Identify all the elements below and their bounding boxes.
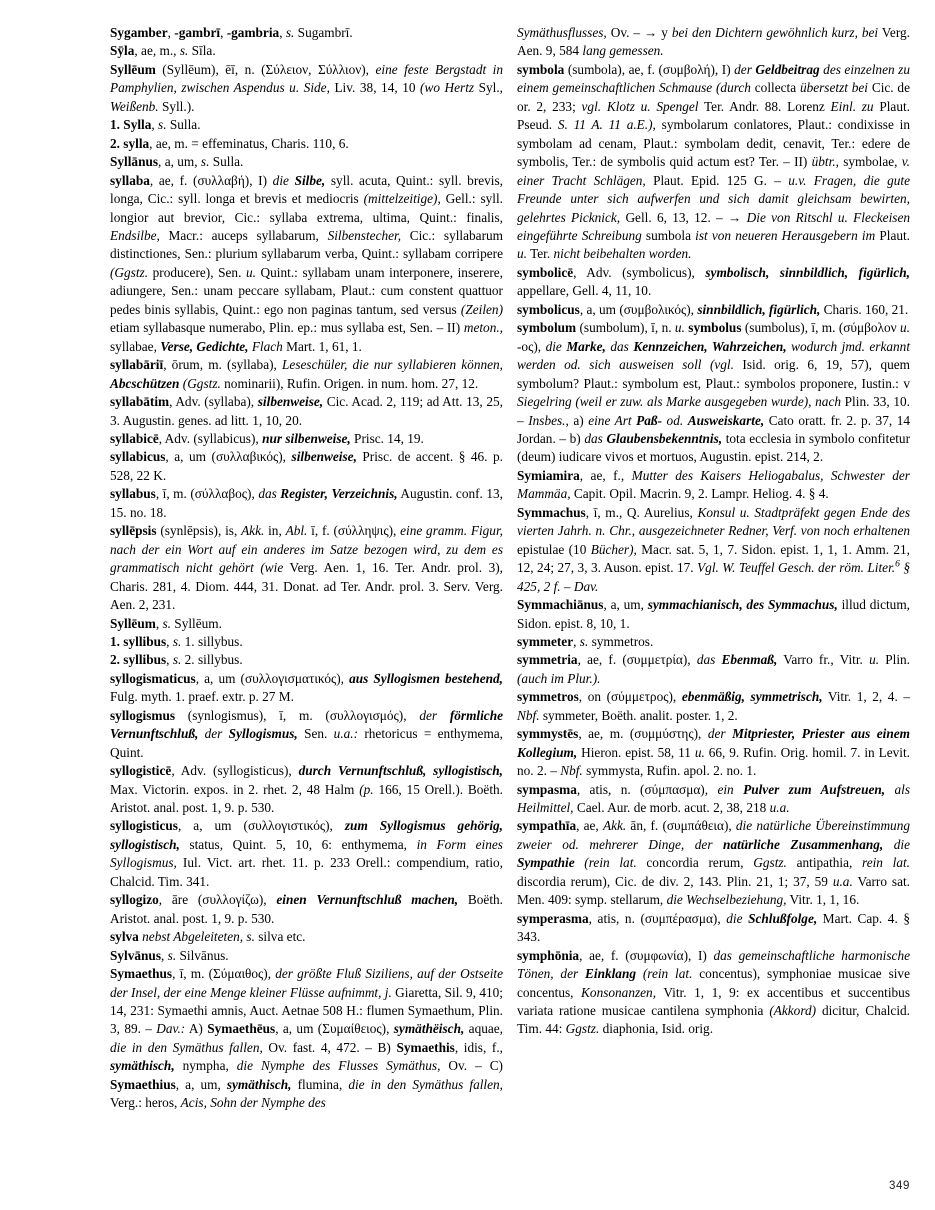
dictionary-entry: 1. syllibus, s. 1. sillybus.: [110, 633, 243, 649]
dictionary-entry: syllogismaticus, a, um (συλλογισματικός), aus Syllogismen bestehend, Fulg. myth. 1. praef. extr. p. 27 M.: [110, 670, 503, 705]
dictionary-entry: symmystēs, ae, m. (συμμύστης), der Mitpriester, Priester aus einem Kollegium, Hieron. epist. 58, 11 u. 66, 9. Rufin. Orig. homil. 7. in Levit. no. 2. – Nbf. symmysta, Rufin. apol. 2. no. 1.: [517, 726, 910, 779]
dictionary-entry: syllogizo, āre (συλλογίζω), einen Vernunftschluß machen, Boëth. Aristot. anal. post. 1, 9. p. 530.: [110, 892, 503, 926]
left-text-column: [110, 24, 503, 1113]
page-number: 349: [889, 1180, 910, 1192]
dictionary-entry: sylva nebst Abgeleiteten, s. silva etc.: [110, 929, 306, 945]
dictionary-entry: Sylvānus, s. Silvānus.: [110, 947, 229, 963]
dictionary-entry: Symmachus, ī, m., Q. Aurelius, Konsul u. Stadtpräfekt gegen Ende des vierten Jahrh. n. Chr., ausgezeichneter Redner, Verf. von noch erhaltenen epistulae (10 Bücher), Macr. sat. 5, 1, 7. Sidon. epist. 1, 1, 1. Amm. 21, 12, 24; 27, 3, 3. Auson. epist. 17. Vgl. W. Teuffel Gesch. der röm. Liter.$^6$ § 425, 2 f. – Dav.: [517, 504, 910, 594]
dictionary-entry: Symmachiānus, a, um, symmachianisch, des Symmachus, illud dictum, Sidon. epist. 8, 10, 1.: [517, 597, 910, 631]
dictionary-entry: symmeter, s. symmetros.: [517, 633, 654, 649]
right-text-column: [517, 24, 910, 1039]
dictionary-entry: symbolicus, a, um (συμβολικός), sinnbildlich, figürlich, Charis. 160, 21.: [517, 301, 909, 317]
dictionary-entry: 2. syllibus, s. 2. sillybus.: [110, 652, 243, 668]
dictionary-entry: Symäthusflusses, Ov. – → y bei den Dichtern gewöhnlich kurz, bei Verg. Aen. 9, 584 lang gemessen.: [517, 25, 910, 59]
dictionary-entry: Syllēum, s. Syllēum.: [110, 615, 222, 631]
dictionary-entry: 2. sylla, ae, m. = effeminatus, Charis. 110, 6.: [110, 135, 349, 151]
dictionary-entry: symphōnia, ae, f. (συμφωνία), I) das gemeinschaftliche harmonische Tönen, der Einklang (rein lat. concentus), symphoniae musicae sive concentus, Konsonanzen, Vitr. 1, 1, 9: ex accentibus et succentibus variata ratione musicae cantilena symphonia (Akkord) dicitur, Chalcid. Tim. 44: Ggstz. diaphonia, Isid. orig.: [517, 947, 910, 1037]
dictionary-entry: syllaba, ae, f. (συλλαβή), I) die Silbe, syll. acuta, Quint.: syll. brevis, longa, Cic.: syll. longa et brevis et mediocris (mittelzeitige), Gell.: syll. longior aut brevior, Cic.: syllaba extrema, ultima, Quint.: finalis, Endsilbe, Macr.: auceps syllabarum, Silbenstecher, Cic.: syllabarum distinctiones, Sen.: plurium syllabarum verba, Quint.: syllabam corripere (Ggstz. producere), Sen. u. Quint.: syllabam unam interponere, inserere, adiungere, Sen.: unam peccare syllabam, Plaut.: cum constent quattuor pedes binis syllabis, Quint.: ego non paginas tantum, sed versus (Zeilen) etiam syllabasque numerabo, Plin. ep.: mus syllaba est, Sen. – II) meton., syllabae, Verse, Gedichte, Flach Mart. 1, 61, 1.: [110, 172, 504, 354]
dictionary-entry: sympathīa, ae, Akk. ān, f. (συμπάθεια), die natürliche Übereinstimmung zweier od. mehrerer Dinge, der natürliche Zusammenhang, die Sympathie (rein lat. concordia rerum, Ggstz. antipathia, rein lat. discordia rerum), Cic. de div. 2, 143. Plin. 21, 1; 37, 59 u.a. Varro sat. Men. 409: symp. stellarum, die Wechselbeziehung, Vitr. 1, 1, 16.: [517, 818, 910, 908]
dictionary-entry: syllabāriī, ōrum, m. (syllaba), Leseschüler, die nur syllabieren können, Abcschützen (Ggstz. nominarii), Rufin. Origen. in num. hom. 27, 12.: [110, 357, 503, 391]
dictionary-entry: syllogismus (synlogismus), ī, m. (συλλογισμός), der förmliche Vernunftschluß, der Syllogismus, Sen. u.a.: rhetoricus = enthymema, Quint.: [110, 707, 504, 760]
dictionary-entry: Sȳla, ae, m., s. Sīla.: [110, 43, 216, 59]
dictionary-entry: Symaethus, ī, m. (Σύμαιθος), der größte Fluß Siziliens, auf der Ostseite der Insel, der eine Menge kleiner Flüsse aufnimmt, j. Giaretta, Sil. 9, 410; 14, 231: Symaethi amnis, Auct. Aetnae 508 H.: flumen Symaethum, Plin. 3, 89. – Dav.: A) Symaethēus, a, um (Συμαίθειος), symäthëisch, aquae, die in den Symäthus fallen, Ov. fast. 4, 472. – B) Symaethis, idis, f., symäthisch, nympha, die Nymphe des Flusses Symäthus, Ov. – C) Symaethius, a, um, symäthisch, flumina, die in den Symäthus fallen, Verg.: heros, Acis, Sohn der Nymphe des: [110, 966, 503, 1111]
dictionary-entry: 1. Sylla, s. Sulla.: [110, 117, 201, 133]
dictionary-entry: symbolicē, Adv. (symbolicus), symbolisch, sinnbildlich, figürlich, appellare, Gell. 4, 11, 10.: [517, 264, 910, 299]
dictionary-entry: syllogisticus, a, um (συλλογιστικός), zum Syllogismus gehörig, syllogistisch, status, Quint. 5, 10, 6: enthymema, in Form eines Syllogismus, Iul. Vict. art. rhet. 11. p. 233 Orell.: compendium, ratio, Chalcid. Tim. 341.: [110, 818, 503, 889]
dictionary-entry: syllogisticē, Adv. (syllogisticus), durch Vernunftschluß, syllogistisch, Max. Victorin. expos. in 2. rhet. 2, 48 Halm (p. 166, 15 Orell.). Boëth. Aristot. anal. post. 1, 9. p. 530.: [110, 763, 503, 816]
dictionary-entry: Syllānus, a, um, s. Sulla.: [110, 154, 244, 170]
dictionary-entry: syllabicus, a, um (συλλαβικός), silbenweise, Prisc. de accent. § 46. p. 528, 22 K.: [110, 449, 504, 483]
dictionary-entry: Syllēum (Syllēum), ēī, n. (Σύλειον, Σύλλιον), eine feste Bergstadt in Pamphylien, zwischen Aspendus u. Side, Liv. 38, 14, 10 (wo Hertz Syl., Weißenb. Syll.).: [110, 61, 503, 114]
dictionary-entry: syllēpsis (synlēpsis), is, Akk. in, Abl. ī, f. (σύλληψις), eine gramm. Figur, nach der ein Wort auf ein anderes im Satze bezogen wird, zu dem es grammatisch nicht gehört (wie Verg. Aen. 1, 16. Ter. Andr. prol. 3), Charis. 281, 4. Diom. 444, 31. Donat. ad Ter. Andr. prol. 3. Serv. Verg. Aen. 2, 231.: [110, 523, 503, 613]
dictionary-entry: symbola (sumbola), ae, f. (συμβολή), I) der Geldbeitrag des einzelnen zu einem gemeinschaftlichen Schmause (durch collecta übersetzt bei Cic. de or. 2, 233; vgl. Klotz u. Spengel Ter. Andr. 88. Lorenz Einl. zu Plaut. Pseud. S. 11 A. 11 a.E.), symbolarum conlatores, Plaut.: condixisse in symbolam ad cenam, Plaut.: symbolam dedit, cenavit, Ter.: edere de symbolis, Ter.: de symbolis quid actum est? Ter. – II) übtr., symbolae, v. einer Tracht Schlägen, Plaut. Epid. 125 G. – u.v. Fragen, die gute Freunde unter sich aufwerfen und sich damit gleichsam bewirten, gelehrtes Picknick, Gell. 6, 13, 12. – → Die von Ritschl u. Fleckeisen eingeführte Schreibung sumbola ist von neueren Herausgebern im Plaut. u. Ter. nicht beibehalten worden.: [517, 61, 911, 262]
dictionary-entry: syllabātim, Adv. (syllaba), silbenweise, Cic. Acad. 2, 119; ad Att. 13, 25, 3. Augustin. genes. ad litt. 1, 10, 20.: [110, 394, 503, 428]
dictionary-entry: symmetria, ae, f. (συμμετρία), das Ebenmaß, Varro fr., Vitr. u. Plin. (auch im Plur.).: [517, 652, 910, 686]
dictionary-entry: sympasma, atis, n. (σύμπασμα), ein Pulver zum Aufstreuen, als Heilmittel, Cael. Aur. de morb. acut. 2, 38, 218 u.a.: [517, 781, 911, 816]
dictionary-entry: Sygamber, -gambrī, -gambria, s. Sugambrī.: [110, 25, 353, 40]
dictionary-entry: syllabus, ī, m. (σύλλαβος), das Register, Verzeichnis, Augustin. conf. 13, 15. no. 18.: [110, 486, 503, 520]
dictionary-entry: symmetros, on (σύμμετρος), ebenmäßig, symmetrisch, Vitr. 1, 2, 4. – Nbf. symmeter, Boëth. analit. poster. 1, 2.: [517, 689, 910, 723]
dictionary-entry: syllabicē, Adv. (syllabicus), nur silbenweise, Prisc. 14, 19.: [110, 430, 424, 446]
dictionary-entry: symbolum (sumbolum), ī, n. u. symbolus (sumbolus), ī, m. (σύμβολον u. -ος), die Marke, das Kennzeichen, Wahrzeichen, wodurch jmd. erkannt werden od. sich ausweisen soll (vgl. Isid. orig. 6, 19, 57), quem symbolum? Plaut.: symbolum est, Plaut.: symbolos proponere, Iustin.: v Siegelring (weil er zuw. als Marke ausgegeben wurde), nach Plin. 33, 10. – Insbes., a) eine Art Paß- od. Ausweiskarte, Cato oratt. fr. 2. p. 37, 14 Jordan. – b) das Glaubensbekenntnis, tota ecclesia in symbolo confitetur (deum) iudicare vivos et mortuos, Augustin. epist. 214, 2.: [517, 320, 911, 465]
two-column-text-body: [110, 24, 910, 1174]
dictionary-entry: Symiamira, ae, f., Mutter des Kaisers Heliogabalus, Schwester der Mammäa, Capit. Opil. Macrin. 9, 2. Lampr. Heliog. 4. § 4.: [517, 467, 910, 502]
dictionary-entry: symperasma, atis, n. (συμπέρασμα), die Schlußfolge, Mart. Cap. 4. § 343.: [517, 910, 910, 945]
